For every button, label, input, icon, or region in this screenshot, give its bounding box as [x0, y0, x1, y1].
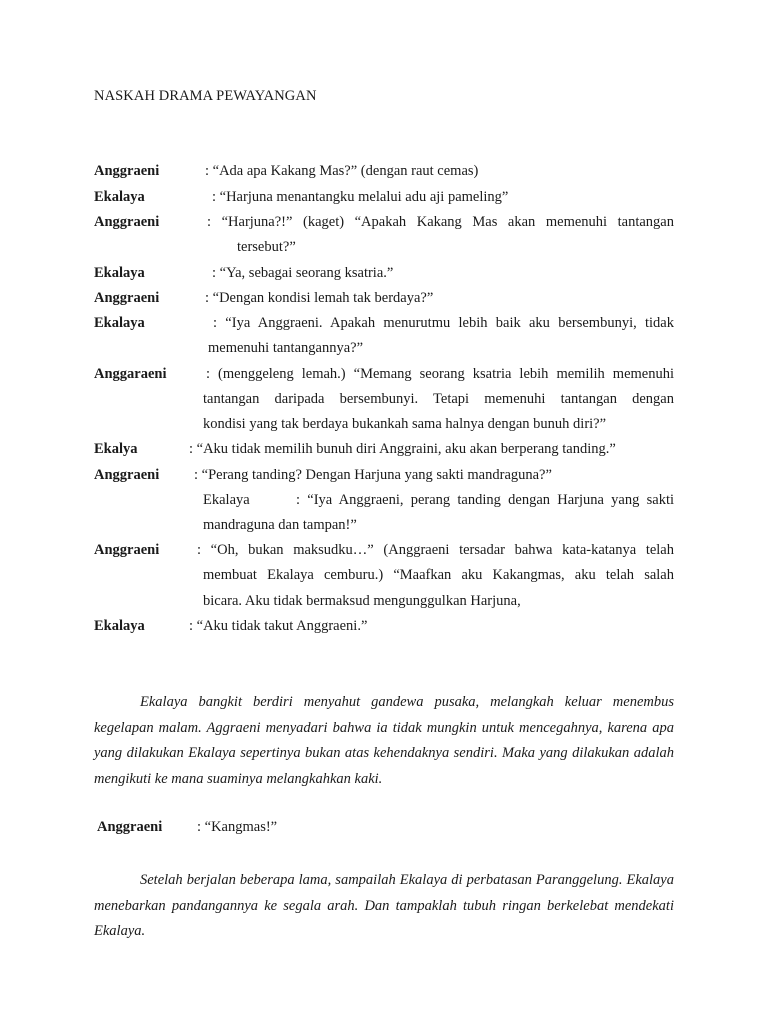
inline-speaker-name: Ekalaya: [203, 492, 250, 508]
dialogue-line: memenuhi tantangannya?”: [208, 340, 364, 356]
dialogue-line: tantangan daripada bersembunyi. Tetapi memenuhi tantangan dengan: [203, 391, 674, 407]
narration-paragraph: Setelah berjalan beberapa lama, sampailah Ekalaya di perbatasan Paranggelung. Ekalaya menebarkan pandangannya ke segala arah. Dan tampaklah tubuh ringan berkelebat mendekati Ekalaya.: [94, 872, 674, 939]
speaker-name: Anggraeni: [94, 163, 160, 179]
dialogue-line: mandraguna dan tampan!”: [203, 517, 357, 533]
dialogue-line: kondisi yang tak berdaya bukankah sama halnya dengan bunuh diri?”: [203, 416, 607, 432]
dialogue-line: membuat Ekalaya cemburu.) “Maafkan aku Kakangmas, aku telah salah: [203, 567, 674, 583]
dialogue-line: : “Dengan kondisi lemah tak berdaya?”: [205, 290, 434, 306]
dialogue-line: : “Kangmas!”: [197, 819, 278, 835]
dialogue-line: : “Iya Anggraeni. Apakah menurutmu lebih baik aku bersembunyi, tidak: [213, 315, 674, 331]
dialogue-line: : “Iya Anggraeni, perang tanding dengan Harjuna yang sakti: [296, 492, 674, 508]
dialogue-line: tersebut?”: [237, 239, 296, 255]
dialogue-line: : “Harjuna menantangku melalui adu aji pameling”: [212, 189, 509, 205]
dialogue-line: : “Ya, sebagai seorang ksatria.”: [212, 265, 394, 281]
speaker-name: Anggraeni: [94, 542, 160, 558]
speaker-name: Anggraeni: [94, 290, 160, 306]
speaker-name: Ekalaya: [94, 315, 145, 331]
dialogue-line: : (menggeleng lemah.) “Memang seorang ksatria lebih memilih memenuhi: [206, 366, 674, 382]
speaker-name: Anggraeni: [97, 819, 163, 835]
speaker-name: Ekalaya: [94, 265, 145, 281]
dialogue-line: : “Aku tidak takut Anggraeni.”: [189, 618, 368, 634]
speaker-name: Anggraeni: [94, 467, 160, 483]
dialogue-line: bicara. Aku tidak bermaksud mengunggulkan Harjuna,: [203, 593, 521, 609]
document-title: NASKAH DRAMA PEWAYANGAN: [94, 88, 317, 104]
dialogue-line: : “Aku tidak memilih bunuh diri Anggraini, aku akan berperang tanding.”: [189, 441, 616, 457]
dialogue-line: : “Oh, bukan maksudku…” (Anggraeni tersadar bahwa kata-katanya telah: [197, 542, 674, 558]
speaker-name: Ekalaya: [94, 618, 145, 634]
speaker-name: Ekalaya: [94, 189, 145, 205]
dialogue-line: : “Ada apa Kakang Mas?” (dengan raut cemas): [205, 163, 479, 179]
speaker-name: Anggraeni: [94, 214, 160, 230]
speaker-name: Ekalya: [94, 441, 138, 457]
dialogue-line: : “Harjuna?!” (kaget) “Apakah Kakang Mas akan memenuhi tantangan: [207, 214, 674, 230]
speaker-name: Anggaraeni: [94, 366, 167, 382]
dialogue-line: : “Perang tanding? Dengan Harjuna yang sakti mandraguna?”: [194, 467, 552, 483]
narration-paragraph: Ekalaya bangkit berdiri menyahut gandewa pusaka, melangkah keluar menembus kegelapan malam. Aggraeni menyadari bahwa ia tidak mungkin untuk mencegahnya, karena apa yang dilakukan Ekalaya sepertinya bukan atas kehendaknya sendiri. Maka yang dilakukan adalah mengikuti ke mana suaminya melangkahkan kaki.: [94, 694, 674, 787]
